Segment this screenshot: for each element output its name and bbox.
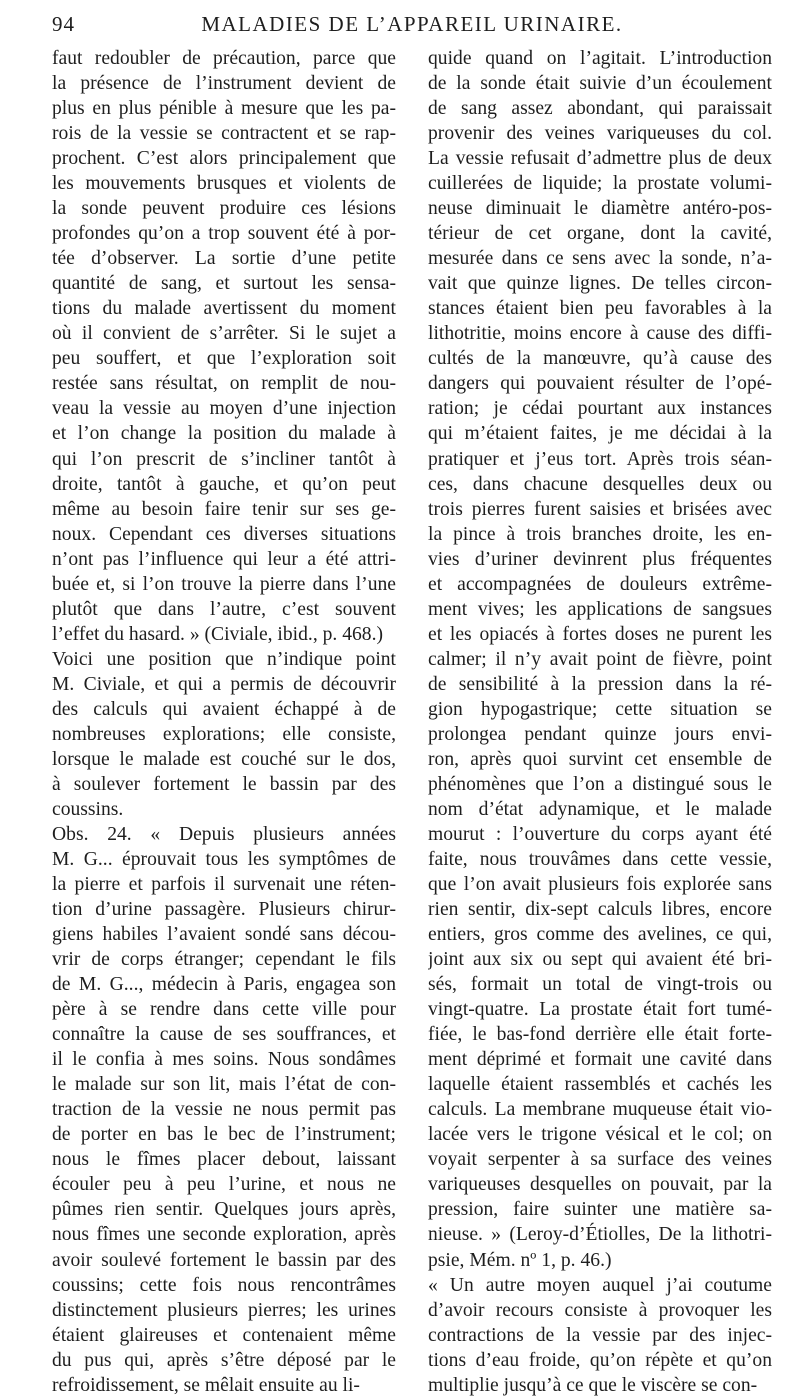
text-line: où il convient de s’arrêter. Si le sujet a — [52, 323, 396, 345]
text-line: de porter en bas le bec de l’instrument; — [52, 1124, 396, 1146]
text-line: du pus qui, après s’être déposé par le — [52, 1349, 396, 1371]
text-line: droite, tantôt à gauche, et qu’on peut — [52, 473, 396, 495]
text-line: rien sentir, dix-sept calculs libres, encore — [428, 899, 772, 921]
text-line: restée sans résultat, on remplit de nou- — [52, 373, 396, 395]
text-line: Obs. 24. « Depuis plusieurs années — [52, 823, 396, 845]
text-line: cuillerées de liquide; la prostate volumi- — [428, 173, 772, 195]
text-line: phénomènes que l’on a distingué sous le — [428, 773, 772, 795]
text-line: sés, formait un total de vingt-trois ou — [428, 974, 772, 996]
text-line: ces, dans chacune desquelles deux ou — [428, 473, 772, 495]
text-line: ron, après quoi survint cet ensemble de — [428, 748, 772, 770]
text-line: multiplie jusqu’à ce que le viscère se con- — [428, 1374, 758, 1396]
text-line: de sang assez abondant, qui paraissait — [428, 98, 772, 120]
text-line: lorsque le malade est couché sur le dos, — [52, 748, 396, 770]
text-line: profondes qu’on a trop souvent été à por- — [52, 223, 396, 245]
text-line: Voici une position que n’indique point — [52, 648, 396, 670]
text-line: giens habiles l’avaient sondé sans décou- — [52, 924, 396, 946]
text-line: vait que quinze lignes. De telles circon- — [428, 273, 772, 295]
text-line: quide quand on l’agitait. L’introduction — [428, 48, 772, 69]
text-line: fiée, le bas-fond derrière elle était forte- — [428, 1024, 772, 1046]
text-line: nom d’état adynamique, et le malade — [428, 798, 772, 820]
text-line: la pince à trois branches droite, les en- — [428, 523, 772, 545]
text-line: pûmes rien sentir. Quelques jours après, — [52, 1199, 396, 1221]
text-line: nous le fîmes placer debout, laissant — [52, 1149, 396, 1171]
text-line: psie, Mém. nº 1, p. 46.) — [428, 1249, 612, 1271]
text-line: avoir soulevé fortement le bassin par des — [52, 1249, 396, 1271]
text-line: les mouvements brusques et violents de — [52, 173, 396, 195]
left-text-column — [52, 46, 396, 1398]
text-line: nombreuses explorations; elle consiste, — [52, 723, 396, 745]
right-text-column — [428, 46, 772, 1398]
text-line: père à se rendre dans cette ville pour — [52, 999, 396, 1021]
text-line: et l’on change la position du malade à — [52, 423, 396, 445]
text-line: plutôt que dans l’autre, c’est souvent — [52, 598, 396, 620]
text-line: faite, nous trouvâmes dans cette vessie, — [428, 849, 772, 870]
text-line: cultés de la manœuvre, qu’à cause des — [428, 348, 772, 370]
text-line: étaient glaireuses et contenaient même — [52, 1324, 396, 1346]
text-line: n’ont pas l’influence qui leur a été attri- — [52, 548, 396, 570]
text-line: noux. Cependant ces diverses situations — [52, 523, 396, 545]
text-line: veau la vessie au moyen d’une injection — [52, 398, 396, 420]
text-line: quantité de sang, et surtout les sensa- — [52, 273, 396, 295]
text-line: joint aux six ou sept qui avaient été bri- — [428, 949, 772, 971]
text-line: mourut : l’ouverture du corps ayant été — [428, 823, 772, 845]
text-line: ment vives; les applications de sangsues — [428, 598, 772, 620]
text-line: de la sonde était suivie d’un écoulement — [428, 73, 772, 95]
text-line: gion hypogastrique; cette situation se — [428, 698, 772, 720]
text-line: écouler peu à peu l’urine, et nous ne — [52, 1174, 396, 1196]
text-line: ration; je cédai pourtant aux instances — [428, 398, 772, 420]
text-line: coussins; cette fois nous rencontrâmes — [52, 1274, 396, 1296]
text-line: traction de la vessie ne nous permit pas — [52, 1099, 396, 1121]
text-line: et les opiacés à fortes doses ne purent les — [428, 623, 772, 645]
page-header — [52, 12, 772, 40]
text-line: entiers, gros comme des avelines, ce qui, — [428, 924, 772, 946]
text-line: il le confia à mes soins. Nous sondâmes — [52, 1049, 396, 1071]
text-line: calculs. La membrane muqueuse était vio- — [428, 1099, 772, 1121]
text-line: et accompagnées de douleurs extrême- — [428, 573, 772, 595]
text-line: variqueuses desquelles on pouvait, par la — [428, 1174, 772, 1196]
text-line: pression, faire suinter une matière sa- — [428, 1199, 772, 1221]
text-line: que l’on avait plusieurs fois explorée sans — [428, 874, 772, 896]
text-line: qui l’on prescrit de s’incliner tantôt à — [52, 448, 396, 470]
text-line: ment déprimé et formait une cavité dans — [428, 1049, 772, 1071]
text-line: dangers qui pouvaient résulter de l’opé- — [428, 373, 772, 395]
text-line: laquelle étaient rassemblés et cachés les — [428, 1074, 772, 1096]
text-line: la sonde peuvent produire ces lésions — [52, 198, 396, 220]
text-line: tion d’urine passagère. Plusieurs chirur- — [52, 899, 396, 921]
text-line: vrir de corps étranger; cependant le fils — [52, 949, 396, 971]
text-line: plus en plus pénible à mesure que les pa- — [52, 98, 396, 120]
text-line: le malade sur son lit, mais l’état de con- — [52, 1074, 396, 1096]
text-line: rois de la vessie se contractent et se rap- — [52, 123, 396, 145]
text-line: nieuse. » (Leroy-d’Étiolles, De la lithotri- — [428, 1224, 772, 1246]
text-line: prochent. C’est alors principalement que — [52, 148, 396, 170]
text-line: qui m’étaient faites, je me décidai à la — [428, 423, 772, 445]
text-line: vingt-quatre. La prostate était fort tumé- — [428, 999, 772, 1021]
text-line: des calculs qui avaient échappé à de — [52, 698, 396, 720]
text-line: de sensibilité à la pression dans la ré- — [428, 673, 772, 695]
text-line: d’avoir recours consiste à provoquer les — [428, 1299, 772, 1321]
text-line: provenir des veines variqueuses du col. — [428, 123, 772, 145]
text-line: La vessie refusait d’admettre plus de deux — [428, 148, 772, 170]
text-line: distinctement plusieurs pierres; les urines — [52, 1299, 396, 1321]
text-line: « Un autre moyen auquel j’ai coutume — [428, 1274, 772, 1296]
text-line: tions du malade avertissent du moment — [52, 298, 396, 320]
text-line: tée d’observer. La sortie d’une petite — [52, 248, 396, 270]
text-line: mesurée dans ce sens avec la sonde, n’a- — [428, 248, 772, 270]
text-line: buée et, si l’on trouve la pierre dans l’une — [52, 573, 396, 595]
text-line: connaître la cause de ses souffrances, et — [52, 1024, 396, 1046]
text-line: M. G... éprouvait tous les symptômes de — [52, 849, 396, 870]
text-line: la pierre et parfois il survenait une réten- — [52, 874, 396, 896]
text-line: coussins. — [52, 798, 124, 820]
text-line: stances étaient bien peu favorables à la — [428, 298, 772, 320]
text-line: faut redoubler de précaution, parce que — [52, 48, 396, 69]
text-line: à soulever fortement le bassin par des — [52, 773, 396, 795]
text-line: la présence de l’instrument devient de — [52, 73, 396, 95]
text-line: contractions de la vessie par des injec- — [428, 1324, 772, 1346]
text-line: de M. G..., médecin à Paris, engagea son — [52, 974, 396, 996]
text-line: tions d’eau froide, qu’on répète et qu’on — [428, 1349, 772, 1371]
text-line: lithotritie, moins encore à cause des diffi- — [428, 323, 772, 345]
text-line: refroidissement, se mêlait ensuite au li- — [52, 1374, 360, 1396]
text-line: neuse diminuait le diamètre antéro-pos- — [428, 198, 772, 220]
running-title: MALADIES DE L’APPAREIL URINAIRE. — [201, 12, 623, 36]
text-line: térieur de cet organe, dont la cavité, — [428, 223, 772, 245]
text-line: nous fîmes une seconde exploration, après — [52, 1224, 396, 1246]
book-page — [52, 0, 772, 1396]
text-line: trois pierres furent saisies et brisées avec — [428, 498, 772, 520]
text-line: vies d’uriner devinrent plus fréquentes — [428, 548, 772, 570]
text-line: même au besoin faire tenir sur ses ge- — [52, 498, 396, 520]
page-number: 94 — [52, 12, 75, 36]
text-line: voyait serpenter à sa surface des veines — [428, 1149, 772, 1171]
text-line: l’effet du hasard. » (Civiale, ibid., p. 468.) — [52, 623, 384, 645]
text-line: peu souffert, et que l’exploration soit — [52, 348, 396, 370]
text-line: calmer; il n’y avait point de fièvre, point — [428, 648, 772, 670]
text-line: pratiquer et j’eus tort. Après trois séan- — [428, 448, 772, 470]
text-line: M. Civiale, et qui a permis de découvrir — [52, 673, 396, 695]
text-line: prolongea pendant quinze jours envi- — [428, 723, 772, 745]
text-line: lacée vers le trigone vésical et le col; on — [428, 1124, 772, 1146]
